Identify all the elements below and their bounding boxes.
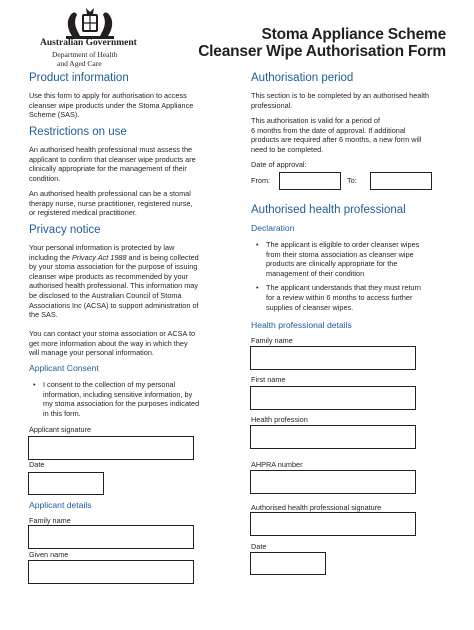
text-line: or registered medical practitioner. bbox=[29, 208, 137, 218]
text-line: products are required after 6 months, a new form will bbox=[251, 135, 422, 145]
privacy-paragraph-1 bbox=[29, 243, 199, 320]
ahpra-number-label: AHPRA number bbox=[251, 460, 303, 469]
text-line: authorised health professional. This information may bbox=[29, 281, 199, 291]
authorisation-period-heading: Authorisation period bbox=[251, 72, 354, 84]
health-profession-field[interactable] bbox=[250, 425, 416, 449]
applicant-consent-heading: Applicant Consent bbox=[29, 363, 99, 373]
text-line: be disclosed to the Australian Council of Stoma bbox=[29, 290, 182, 300]
applicant-given-name-field[interactable] bbox=[28, 560, 194, 584]
text-line: my stoma association for the purposes indicated bbox=[43, 399, 200, 409]
consent-item bbox=[33, 380, 199, 418]
text-line: • I consent to the collection of my personal bbox=[43, 380, 176, 389]
text-line: get more information about the way in which they bbox=[29, 338, 188, 348]
text-line: cleanser wipe products under the Stoma Appliance bbox=[29, 100, 194, 110]
ahpra-number-field[interactable] bbox=[250, 470, 416, 494]
restrictions-paragraph-1 bbox=[29, 145, 196, 183]
authorisation-paragraph-2 bbox=[251, 116, 421, 154]
privacy-paragraph-2 bbox=[29, 329, 195, 358]
text-line: applicant to confirm that cleanser wipe products are bbox=[29, 154, 196, 164]
restrictions-heading: Restrictions on use bbox=[29, 126, 127, 138]
department-line-2: and Aged Care bbox=[57, 59, 102, 68]
text-line: professional. bbox=[251, 100, 293, 110]
text-fragment: including the bbox=[29, 252, 73, 262]
hp-date-field[interactable] bbox=[250, 552, 326, 575]
text-line: the SAS. bbox=[29, 310, 58, 320]
text-line: will manage your personal information. bbox=[29, 348, 154, 358]
text-line: cleanser wipe products as recommended by your bbox=[29, 271, 188, 281]
applicant-details-heading: Applicant details bbox=[29, 500, 92, 510]
text-line: clinically appropriate for the management of their bbox=[29, 164, 187, 174]
applicant-date-label: Date bbox=[29, 460, 45, 469]
approval-from-date-field[interactable] bbox=[279, 172, 341, 190]
authorised-health-professional-heading: Authorised health professional bbox=[251, 204, 406, 216]
text-line: This authorisation is valid for a period of bbox=[251, 116, 380, 125]
authorisation-paragraph-1 bbox=[251, 91, 429, 110]
text-line: in this form. bbox=[43, 408, 81, 418]
product-information-heading: Product information bbox=[29, 72, 129, 84]
privacy-act-citation: Privacy Act 1988 bbox=[72, 252, 127, 262]
from-label: From: bbox=[251, 176, 271, 185]
text-line: management of their condition bbox=[266, 268, 365, 278]
text-line: • The applicant is eligible to order cleanser wipes bbox=[266, 240, 420, 249]
approval-to-date-field[interactable] bbox=[370, 172, 432, 190]
hp-family-name-label: Family name bbox=[251, 336, 293, 345]
department-line-1: Department of Health bbox=[52, 50, 118, 59]
text-line: This section is to be completed by an authorised health bbox=[251, 91, 430, 100]
form-title-line-1: Stoma Appliance Scheme bbox=[261, 26, 446, 43]
declaration-item bbox=[256, 240, 421, 278]
health-professional-details-heading: Health professional details bbox=[251, 320, 352, 330]
text-line: You can contact your stoma association or ACSA to bbox=[29, 329, 196, 338]
hp-first-name-field[interactable] bbox=[250, 386, 416, 410]
department-name bbox=[52, 50, 117, 68]
text-line: Use this form to apply for authorisation to access bbox=[29, 91, 187, 100]
product-information-text bbox=[29, 91, 193, 120]
declaration-list bbox=[256, 240, 421, 312]
hp-signature-field[interactable] bbox=[250, 512, 416, 536]
consent-list bbox=[33, 380, 199, 418]
text-line: An authorised health professional must assess the bbox=[29, 145, 193, 154]
hp-date-label: Date bbox=[251, 542, 267, 551]
applicant-given-name-label: Given name bbox=[29, 550, 69, 559]
applicant-signature-field[interactable] bbox=[28, 436, 194, 460]
text-line: information, including sensitive information, by bbox=[43, 389, 193, 399]
text-line: from their stoma association as cleanser wipe bbox=[266, 249, 414, 259]
text-line: An authorised health professional can be a stomal bbox=[29, 189, 191, 198]
declaration-item bbox=[256, 283, 421, 312]
text-line: condition. bbox=[29, 173, 61, 183]
government-name: Australian Government bbox=[40, 38, 137, 48]
applicant-signature-label: Applicant signature bbox=[29, 425, 92, 434]
text-line: Scheme (SAS). bbox=[29, 110, 80, 120]
text-line: need to be completed. bbox=[251, 144, 324, 154]
date-of-approval-label: Date of approval: bbox=[251, 160, 307, 169]
form-title-line-2: Cleanser Wipe Authorisation Form bbox=[198, 43, 446, 60]
privacy-notice-heading: Privacy notice bbox=[29, 224, 101, 236]
hp-first-name-label: First name bbox=[251, 375, 286, 384]
applicant-date-field[interactable] bbox=[28, 472, 104, 495]
hp-signature-label: Authorised health professional signature bbox=[251, 503, 382, 512]
text-line: • The applicant understands that they must return bbox=[266, 283, 421, 293]
restrictions-paragraph-2 bbox=[29, 189, 192, 218]
hp-family-name-field[interactable] bbox=[250, 346, 416, 370]
text-line: products are clinically appropriate for the bbox=[266, 259, 398, 269]
text-line: 6 months from the date of approval. If additional bbox=[251, 125, 406, 135]
coat-of-arms-icon bbox=[50, 6, 130, 40]
health-profession-label: Health profession bbox=[251, 415, 308, 424]
text-line: supplies of cleanser wipes. bbox=[266, 302, 354, 312]
text-line: for a review within 6 months to access further bbox=[266, 292, 413, 302]
declaration-heading: Declaration bbox=[251, 223, 295, 233]
text-line bbox=[29, 253, 199, 263]
to-label: To: bbox=[347, 176, 357, 185]
applicant-family-name-field[interactable] bbox=[28, 525, 194, 549]
applicant-family-name-label: Family name bbox=[29, 516, 71, 525]
text-line: Your personal information is protected by law bbox=[29, 243, 175, 252]
text-line: Associations Inc (ACSA) to support administration of bbox=[29, 300, 199, 310]
text-fragment: and is being collected bbox=[126, 252, 199, 262]
text-line: therapy nurse, nurse practitioner, registered nurse, bbox=[29, 198, 193, 208]
text-line: by your stoma association for the purpose of issuing bbox=[29, 262, 198, 272]
